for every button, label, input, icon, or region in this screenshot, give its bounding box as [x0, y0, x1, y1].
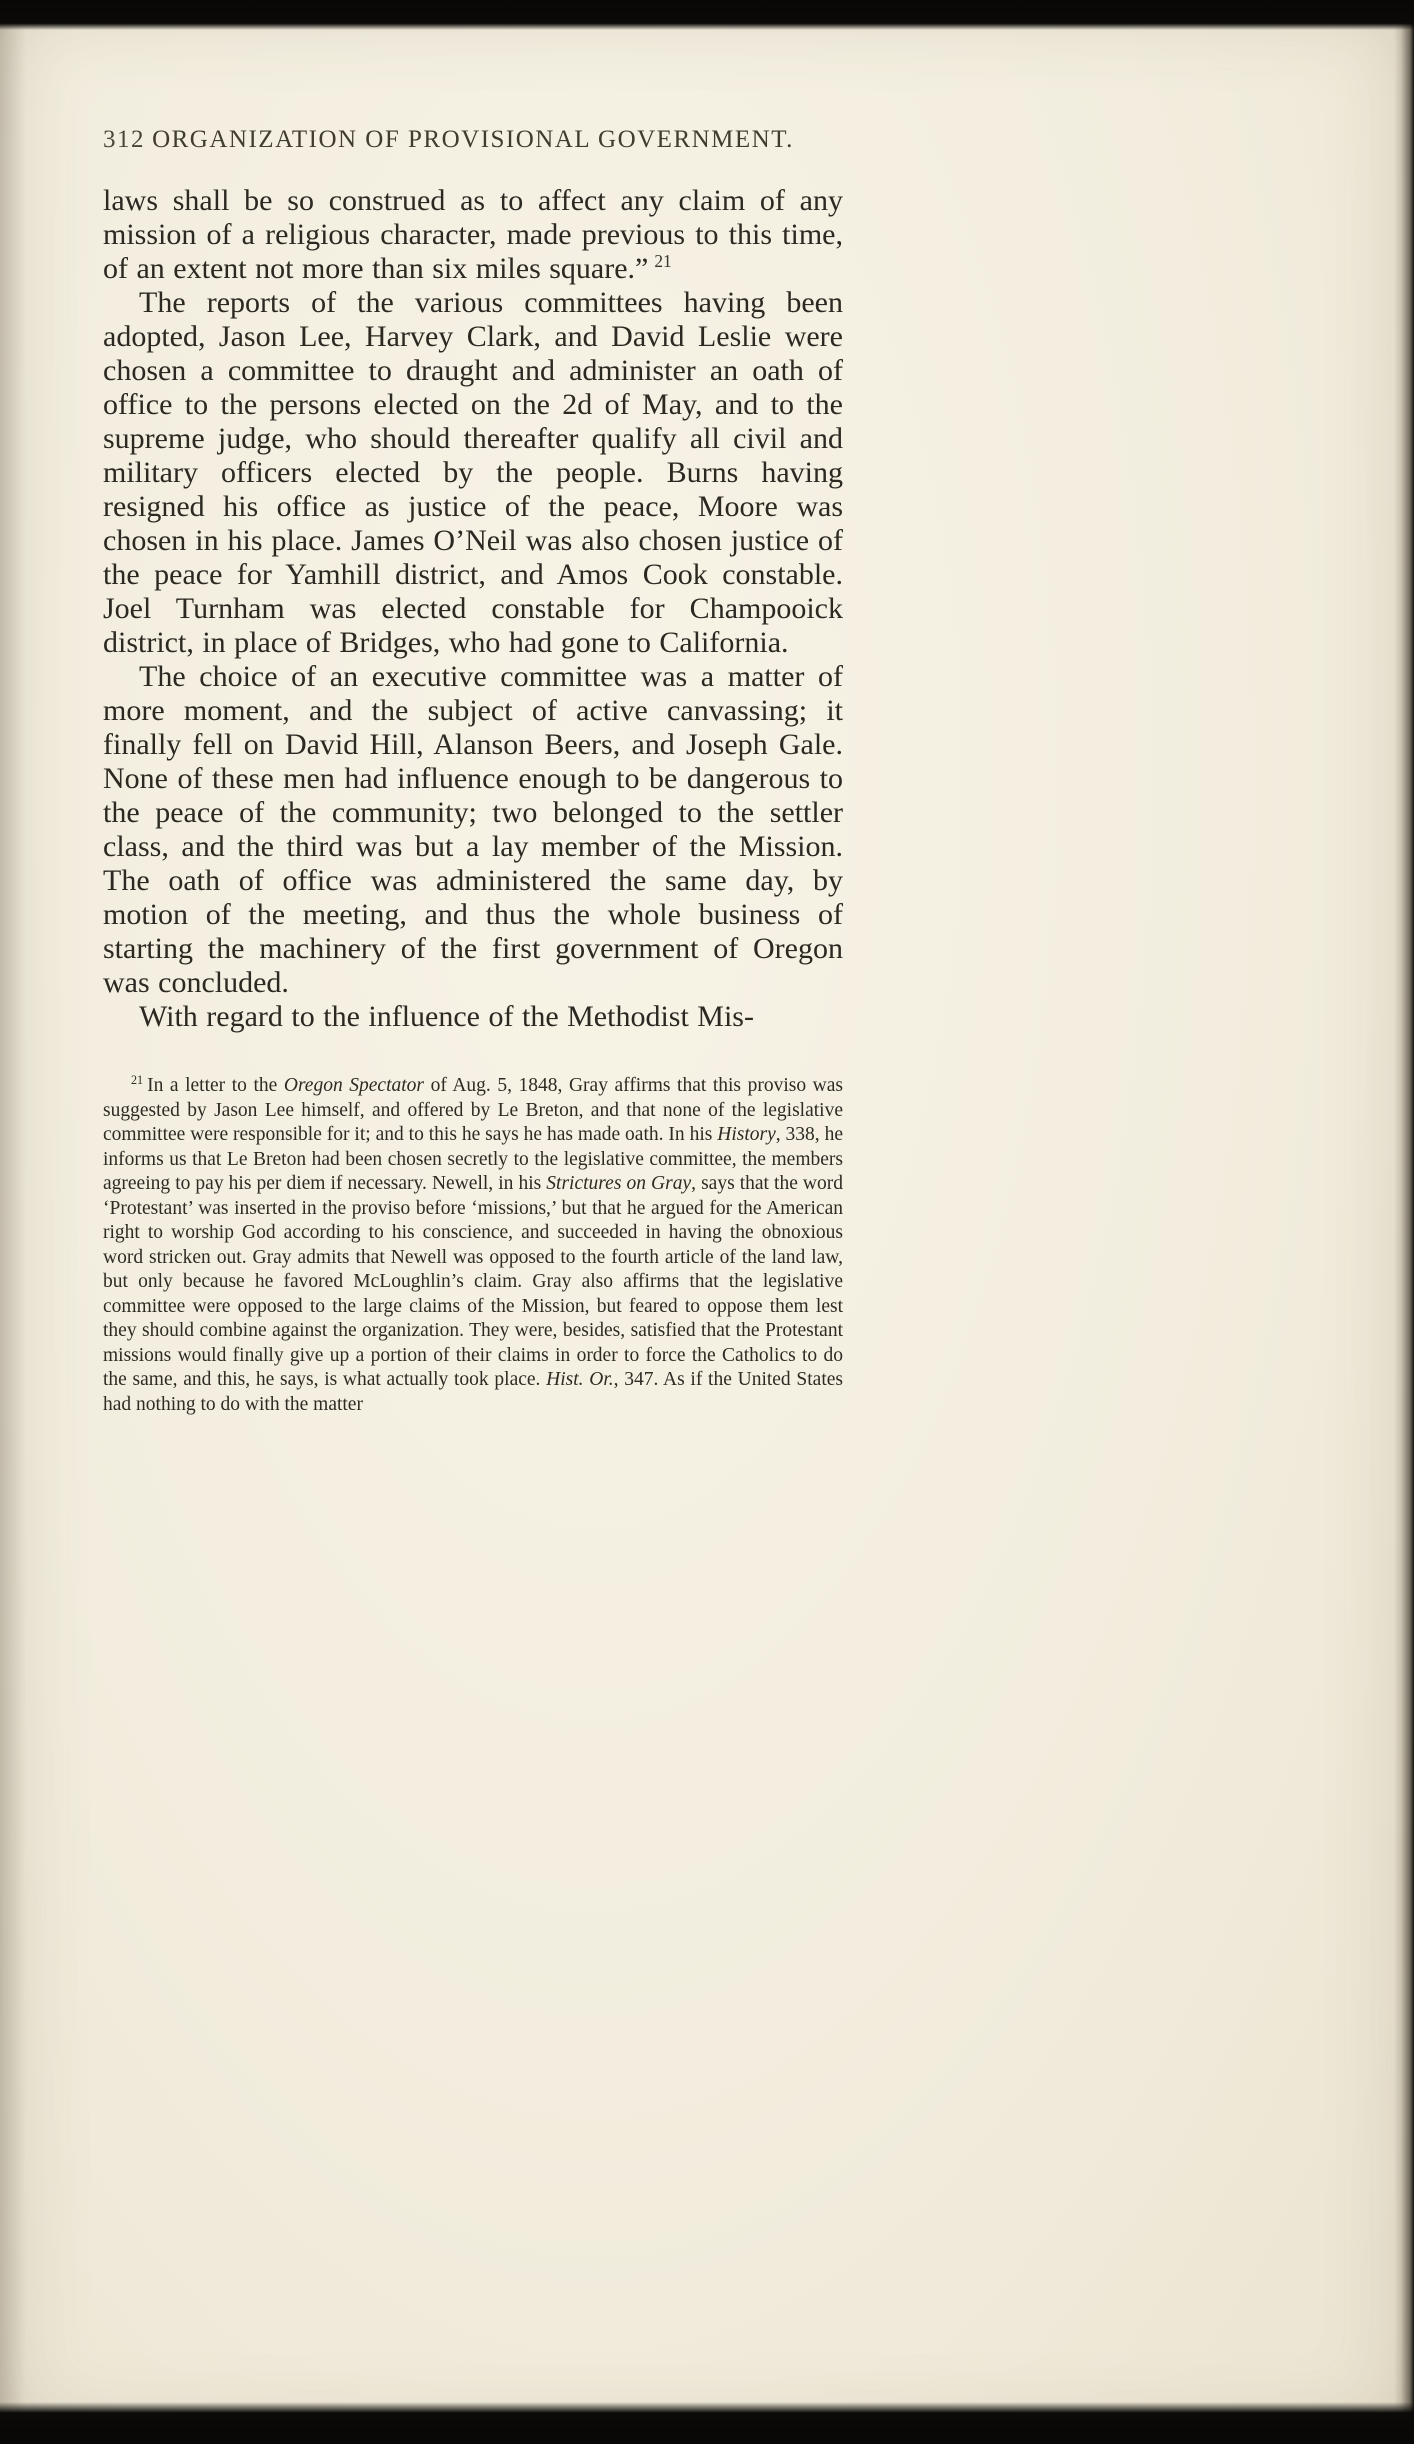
- paragraph-3: The choice of an executive committee was a matter of more moment, and the subject of active canvassing; it finally fell on David Hill, Alanson Beers, and Joseph Gale. None of these men had influence enough to be dangerous to the peace of the community; two belonged to the settler class, and the third was but a lay member of the Mission. The oath of office was administered the same day, by motion of the meeting, and thus the whole business of starting the machinery of the first government of Oregon was concluded.: [103, 660, 843, 999]
- paragraph-1-text: laws shall be so construed as to affect any claim of any mission of a religious character, made previous to this time, of an extent not more than six miles square.”: [103, 184, 843, 285]
- body-text: [103, 184, 843, 1417]
- paragraph-4: With regard to the influence of the Methodist Mis-: [139, 1000, 754, 1033]
- running-title: ORGANIZATION OF PROVISIONAL GOVERNMENT.: [152, 126, 794, 153]
- scan-edge-bottom: [0, 2402, 1414, 2444]
- text-column: [103, 126, 843, 1417]
- work-title-strictures-on-gray: Strictures on Gray: [546, 1173, 692, 1194]
- paragraph-continuation: [103, 184, 843, 286]
- footnote-block: [103, 1074, 843, 1417]
- footnote-text-4: , says that the word ‘Protestant’ was inserted in the proviso before ‘missions,’ but that he argued for the American right to worship God according to his conscience, and succeeded in having the obnoxious word stricken out. Gray admits that Newell was opposed to the fourth article of the land law, but only because he favored McLoughlin’s claim. Gray also affirms that the legislative committee were opposed to the large claims of the Mission, but feared to oppose them lest they should combine against the organization. They were, besides, satisfied that the Protestant missions would finally give up a portion of their claims in order to force the Catholics to do the same, and this, he says, is what actually took place.: [103, 1173, 844, 1390]
- scan-edge-top: [0, 0, 1414, 30]
- running-header: [103, 126, 843, 160]
- work-title-history: History: [717, 1124, 776, 1145]
- page-number: 312: [103, 126, 145, 153]
- footnote-text-5: , 347. As if the United States had nothing to do with the matter: [103, 1369, 843, 1415]
- footnote-text-3: , 338, he informs us that Le Breton had been chosen secretly to the legislative committee, the members agreeing to pay his per diem if necessary. Newell, in his: [103, 1124, 843, 1194]
- paragraph-2: The reports of the various committees having been adopted, Jason Lee, Harvey Clark, and David Leslie were chosen a committee to draught and administer an oath of office to the persons elected on the 2d of May, and to the supreme judge, who should thereafter qualify all civil and military officers elected by the people. Burns having resigned his office as justice of the peace, Moore was chosen in his place. James O’Neil was also chosen justice of the peace for Yamhill district, and Amos Cook constable. Joel Turnham was elected constable for Champooick district, in place of Bridges, who had gone to California.: [103, 286, 843, 659]
- footnote-reference: 21: [654, 251, 672, 271]
- scan-edge-right: [1394, 0, 1414, 2444]
- footnote-text-2: of Aug. 5, 1848, Gray affirms that this proviso was suggested by Jason Lee himself, and offered by Le Breton, and that none of the legislative committee were responsible for it; and to this he says he has made oath. In his: [103, 1075, 843, 1145]
- footnote-21: [103, 1074, 843, 1417]
- scan-edge-left: [0, 0, 26, 2444]
- work-title-oregon-spectator: Oregon Spectator: [283, 1075, 425, 1096]
- work-title-hist-or: Hist. Or.: [546, 1369, 614, 1390]
- footnote-marker: 21: [131, 1072, 144, 1087]
- footnote-text-1: In a letter to the: [147, 1075, 284, 1096]
